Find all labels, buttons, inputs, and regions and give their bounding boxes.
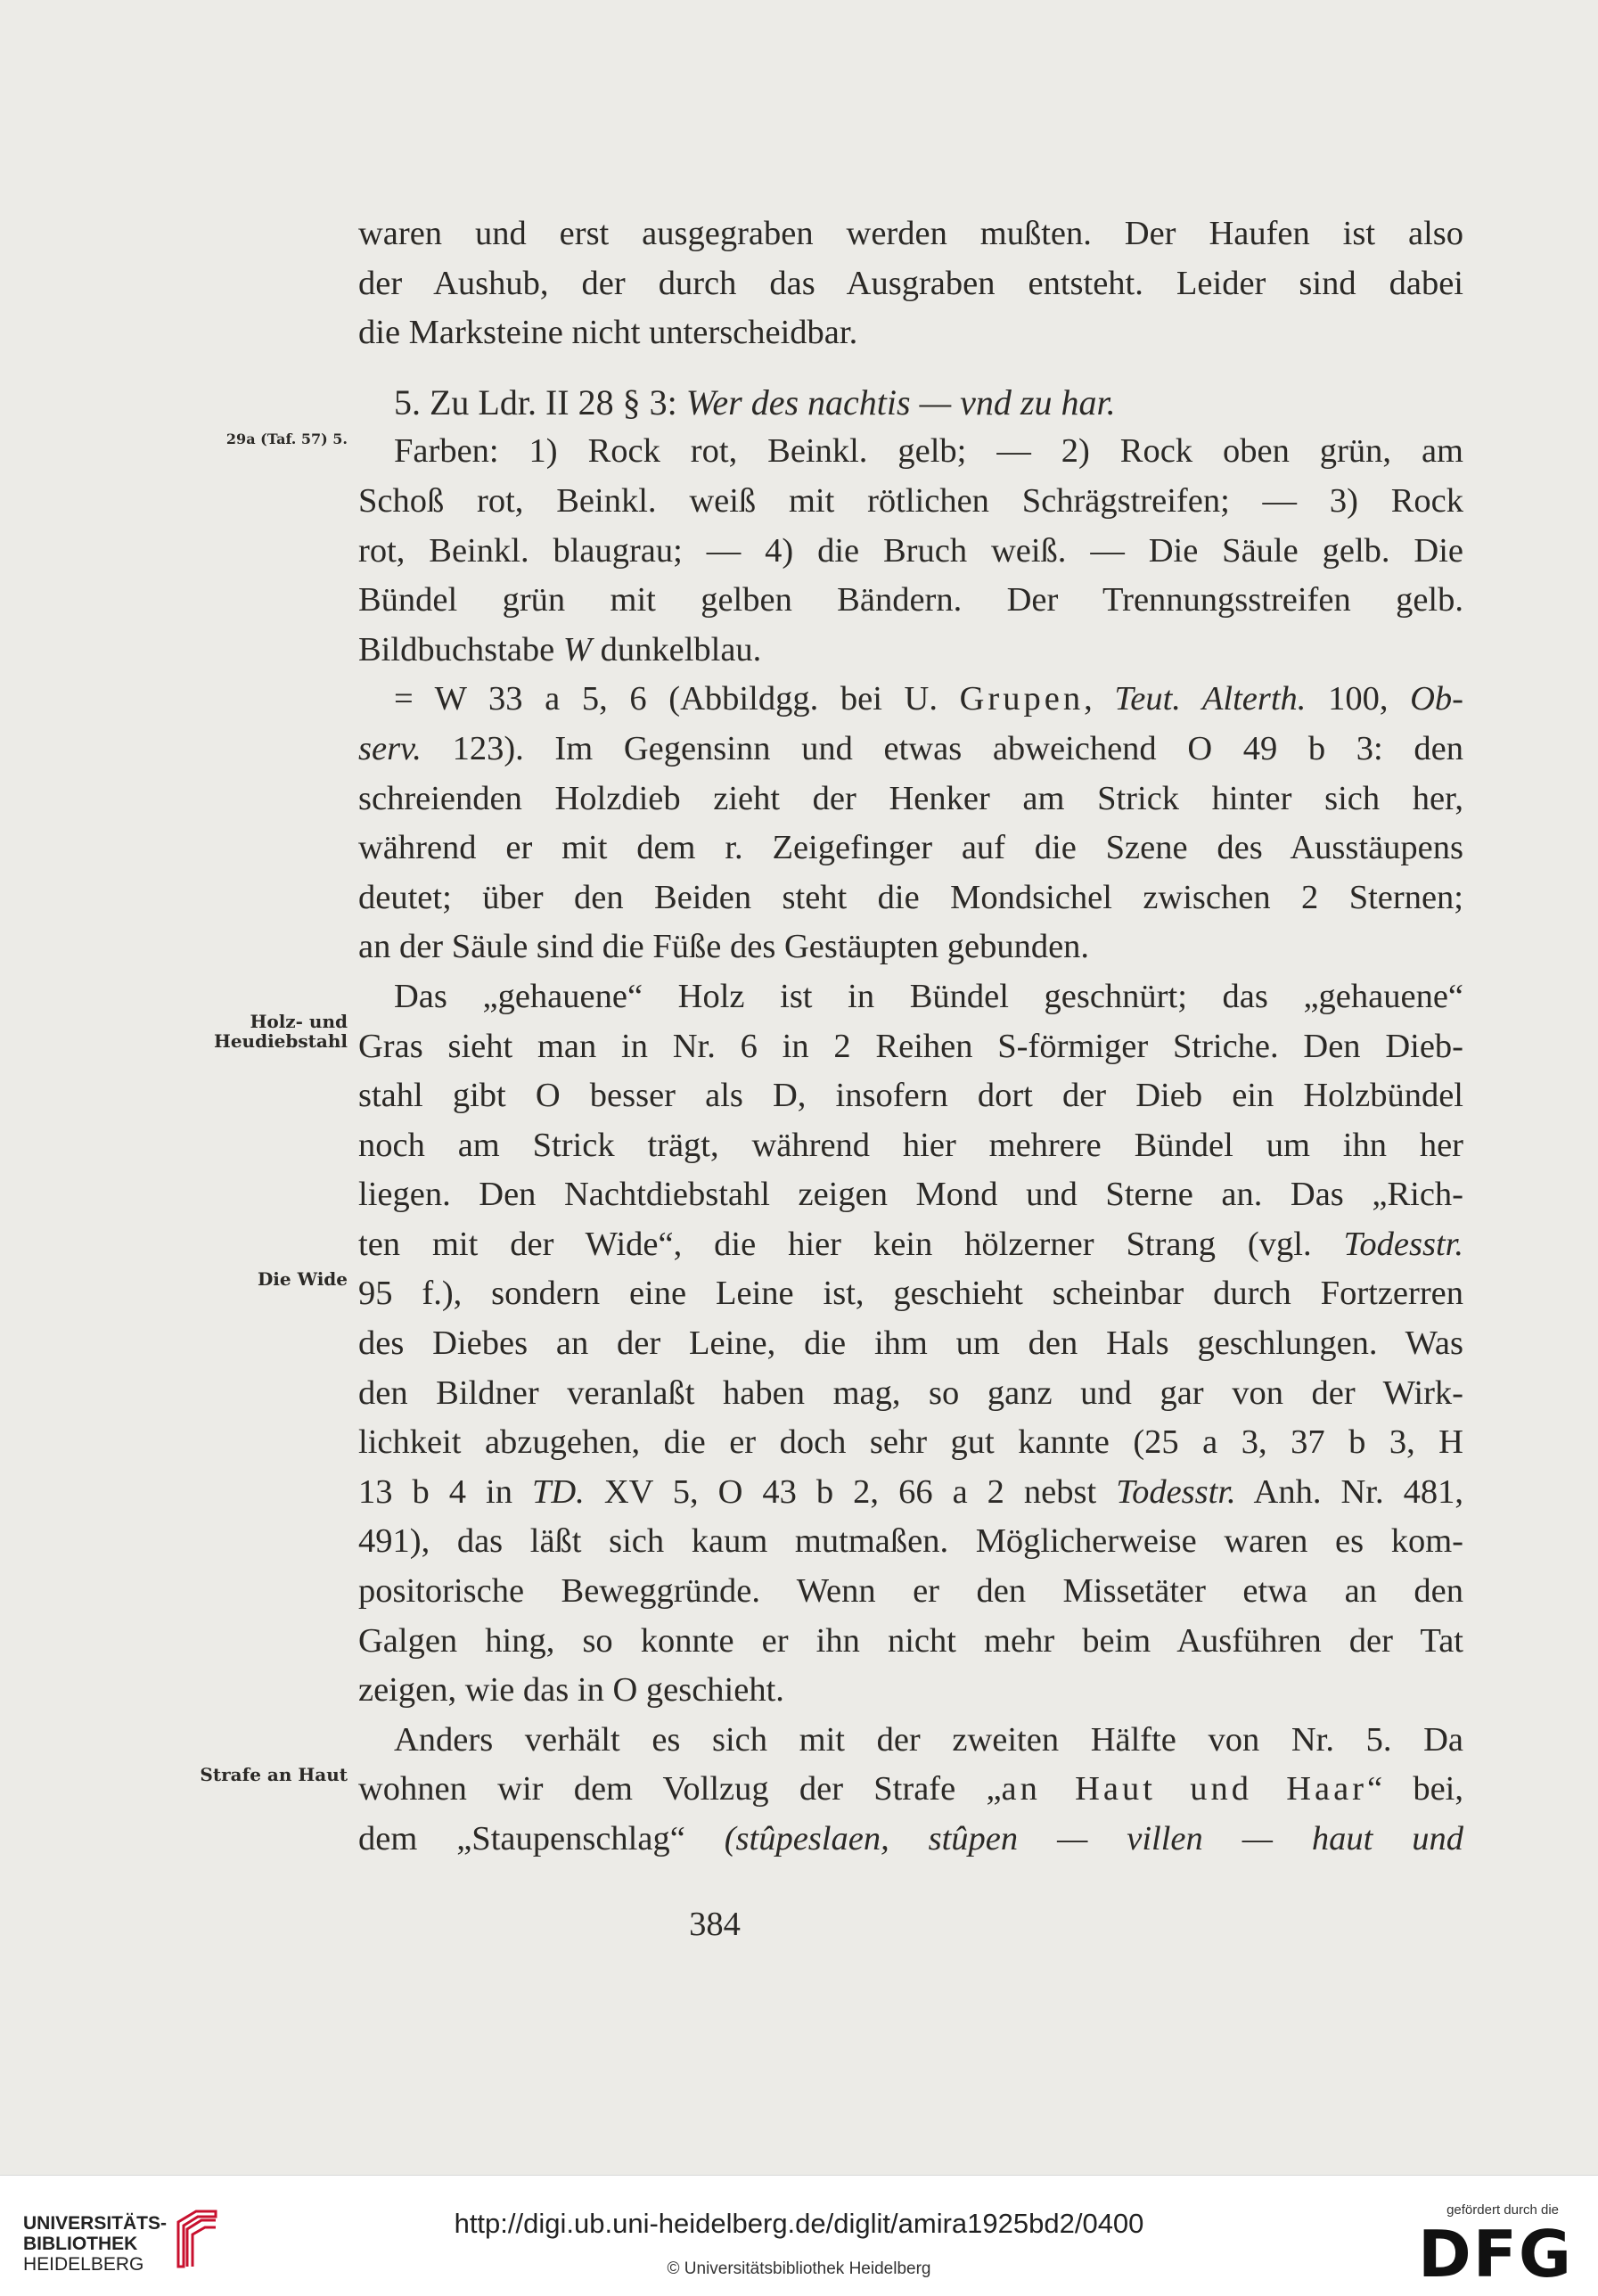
permalink-url[interactable]: http://digi.ub.uni-heidelberg.de/diglit/amira1925bd2/0400 — [454, 2208, 1144, 2239]
text-line: Anders verhält es sich mit der zweiten Hälfte von Nr. 5. Da — [394, 1720, 1463, 1759]
text-line: Bündel grün mit gelben Bändern. Der Trennungsstreifen gelb. — [358, 581, 1463, 619]
text-line: lichkeit abzugehen, die er doch sehr gut kannte (25 a 3, 37 b 3, H — [358, 1423, 1463, 1462]
text-line: Gras sieht man in Nr. 6 in 2 Reihen S-förmiger Striche. Den Dieb- — [358, 1027, 1463, 1065]
margin-note-holz-line1: Holz- und — [250, 1011, 348, 1032]
library-name-line1: UNIVERSITÄTS- — [23, 2213, 168, 2234]
text-line: während er mit dem r. Zeigefinger auf die Szene des Ausstäupens — [358, 829, 1463, 867]
text-line: positorische Beweggründe. Wenn er den Missetäter etwa an den — [358, 1572, 1463, 1611]
section-heading-prefix: 5. Zu Ldr. II 28 § 3: — [394, 381, 686, 422]
funding-note: gefördert durch die — [1446, 2202, 1559, 2218]
margin-note-strafe: Strafe an Haut — [200, 1764, 348, 1785]
text-line: Galgen hing, so konnte er ihn nicht mehr beim Ausführen der Tat — [358, 1621, 1463, 1660]
margin-note-holz — [169, 1012, 348, 1051]
text-line: den Bildner veranlaßt haben mag, so ganz und gar von der Wirk- — [358, 1374, 1463, 1412]
text-line: dem „Staupenschlag“ (stûpeslaen, stûpen — villen — haut und — [358, 1820, 1463, 1857]
dfg-logo: DFG — [1417, 2217, 1573, 2292]
text-line: zeigen, wie das in O geschieht. — [358, 1671, 784, 1710]
library-name-line2: BIBLIOTHEK — [23, 2234, 138, 2254]
text-line: schreienden Holzdieb zieht der Henker am Strick hinter sich her, — [358, 779, 1463, 817]
text-line: 491), das läßt sich kaum mutmaßen. Möglicherweise waren es kom- — [358, 1522, 1463, 1561]
text-line: der Aushub, der durch das Ausgraben entsteht. Leider sind dabei — [358, 264, 1463, 302]
text-line: 13 b 4 in TD. XV 5, O 43 b 2, 66 a 2 nebst Todesstr. Anh. Nr. 481, — [358, 1472, 1463, 1511]
margin-note-reference: 29a (Taf. 57) 5. — [225, 430, 348, 447]
text-line: Farben: 1) Rock rot, Beinkl. gelb; — 2) Rock oben grün, am — [394, 432, 1463, 471]
text-line: liegen. Den Nachtdiebstahl zeigen Mond und Sterne an. Das „Rich- — [358, 1176, 1463, 1214]
footer-bar — [0, 2175, 1598, 2296]
margin-note-holz-line2: Heudiebstahl — [213, 1030, 348, 1052]
margin-note-wide: Die Wide — [257, 1268, 348, 1290]
page-number: 384 — [689, 1905, 741, 1943]
text-line: = W 33 a 5, 6 (Abbildgg. bei U. Grupen, Teut. Alterth. 100, Ob- — [394, 680, 1463, 718]
text-line: Schoß rot, Beinkl. weiß mit rötlichen Schrägstreifen; — 3) Rock — [358, 481, 1463, 520]
text-line: Bildbuchstabe W dunkelblau. — [358, 630, 762, 668]
text-line: die Marksteine nicht unterscheidbar. — [358, 314, 858, 352]
copyright-notice: © Universitätsbibliothek Heidelberg — [667, 2259, 931, 2278]
section-heading-quote: Wer des nachtis — vnd zu har. — [685, 381, 1116, 422]
text-line: des Diebes an der Leine, die ihm um den Hals geschlungen. Was — [358, 1324, 1463, 1363]
text-line: serv. 123). Im Gegensinn und etwas abweichend O 49 b 3: den — [358, 729, 1463, 767]
section-heading — [358, 378, 1463, 428]
body-text — [358, 209, 1463, 1949]
text-line: 95 f.), sondern eine Leine ist, geschieht scheinbar durch Fortzerren — [358, 1275, 1463, 1313]
text-line: wohnen wir dem Vollzug der Strafe „an Haut und Haar“ bei, — [358, 1770, 1463, 1808]
text-line: waren und erst ausgegraben werden mußten. Der Haufen ist also — [358, 215, 1463, 252]
text-line: deutet; über den Beiden steht die Mondsichel zwischen 2 Sternen; — [358, 878, 1463, 916]
text-line: an der Säule sind die Füße des Gestäupten gebunden. — [358, 928, 1090, 966]
text-line: stahl gibt O besser als D, insofern dort der Dieb ein Holzbündel — [358, 1077, 1463, 1115]
library-name-line3: HEIDELBERG — [23, 2254, 144, 2275]
text-line: noch am Strick trägt, während hier mehrere Bündel um ihn her — [358, 1126, 1463, 1164]
text-line: ten mit der Wide“, die hier kein hölzerner Strang (vgl. Todesstr. — [358, 1225, 1463, 1263]
text-line: rot, Beinkl. blaugrau; — 4) die Bruch weiß. — Die Säule gelb. Die — [358, 531, 1463, 570]
text-line: Das „gehauene“ Holz ist in Bündel geschnürt; das „gehauene“ — [394, 977, 1463, 1015]
